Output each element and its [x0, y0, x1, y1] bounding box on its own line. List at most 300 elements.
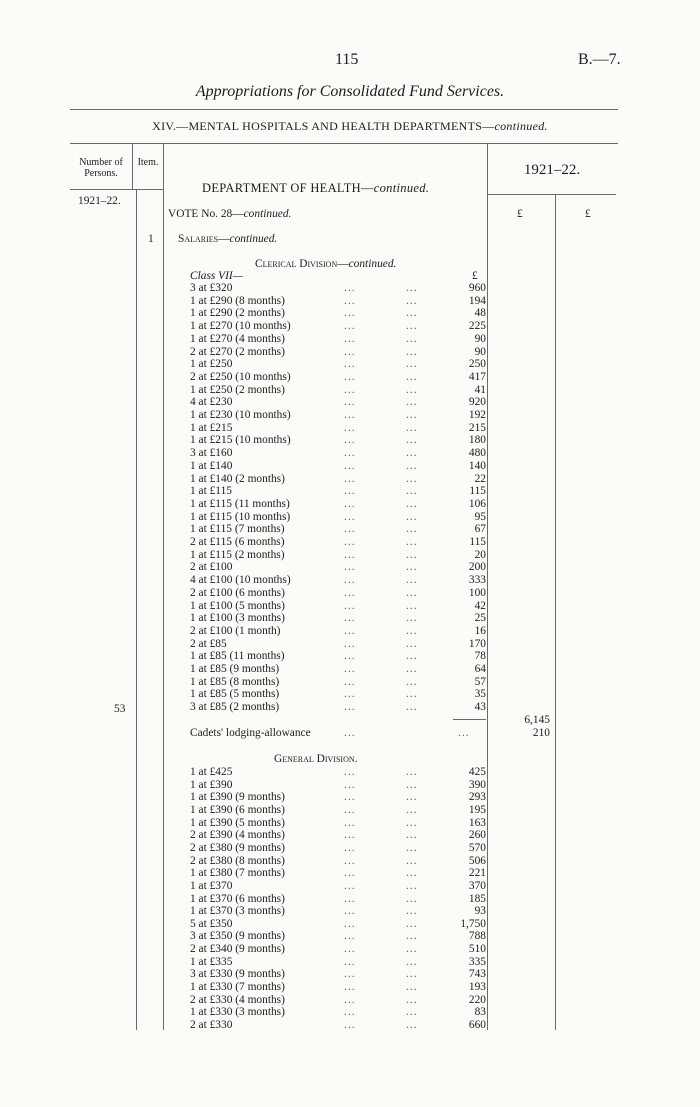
leader-dots: ...	[344, 879, 356, 892]
salary-description: 2 at £380 (8 months)	[190, 854, 285, 867]
salary-description: 1 at £290 (2 months)	[190, 307, 285, 320]
leader-dots: ...	[406, 930, 418, 943]
salary-row	[190, 396, 486, 409]
salary-amount: 390	[468, 778, 486, 791]
salary-amount: 221	[468, 867, 486, 880]
salary-row	[190, 930, 486, 943]
leader-dots: ...	[344, 1019, 356, 1031]
salary-row	[190, 498, 486, 511]
salary-amount: 194	[468, 294, 486, 307]
leader-dots: ...	[406, 905, 418, 918]
salary-row	[190, 282, 486, 295]
salary-row	[190, 384, 486, 397]
pound-symbol-1: £	[517, 208, 523, 220]
salary-row	[190, 333, 486, 346]
leader-dots: ...	[406, 345, 418, 358]
cadets-amount: 210	[532, 727, 550, 739]
leader-dots: ...	[344, 472, 356, 485]
salary-amount: 25	[474, 612, 486, 625]
salary-amount: 48	[474, 307, 486, 320]
leader-dots: ...	[406, 663, 418, 675]
salary-amount: 510	[468, 943, 486, 956]
salary-description: 1 at £215	[190, 421, 233, 434]
salary-amount: 225	[468, 320, 486, 333]
salary-amount: 57	[474, 675, 486, 688]
salary-description: 1 at £330 (3 months)	[190, 1006, 285, 1019]
persons-header-rule	[70, 189, 164, 190]
general-division-heading: General Division.	[274, 753, 358, 765]
salary-description: 3 at £350 (9 months)	[190, 930, 285, 943]
salary-row	[190, 549, 486, 562]
leader-dots: ...	[344, 727, 356, 739]
salary-description: 1 at £115	[190, 485, 232, 498]
leader-dots: ...	[406, 561, 418, 574]
amount-column-rule	[555, 194, 556, 1030]
item-column-rule	[163, 143, 164, 1030]
salary-amount: 200	[468, 561, 486, 574]
salary-amount: 417	[468, 370, 486, 383]
leader-dots: ...	[344, 497, 356, 510]
leader-dots: ...	[406, 1019, 418, 1031]
salary-description: 1 at £425	[190, 766, 233, 778]
leader-dots: ...	[406, 778, 418, 791]
salary-amount: 788	[468, 930, 486, 943]
salary-amount: 16	[474, 624, 486, 637]
page-title: Appropriations for Consolidated Fund Services.	[195, 83, 505, 100]
salary-row	[190, 485, 486, 498]
salary-description: 1 at £100 (3 months)	[190, 612, 285, 625]
leader-dots: ...	[406, 434, 418, 447]
number-of-persons-header: Number of Persons.	[79, 157, 123, 179]
salary-amount: 100	[468, 586, 486, 599]
salary-description: 1 at £250	[190, 358, 233, 371]
salary-description: 2 at £115 (6 months)	[190, 536, 285, 548]
leader-dots: ...	[344, 345, 356, 358]
leader-dots: ...	[406, 599, 418, 612]
pound-symbol-2: £	[585, 208, 591, 220]
salary-description: 2 at £390 (4 months)	[190, 829, 285, 842]
leader-dots: ...	[344, 536, 356, 548]
salary-row	[190, 561, 486, 574]
salary-row	[190, 905, 486, 918]
salary-description: 3 at £330 (9 months)	[190, 968, 285, 981]
leader-dots: ...	[344, 510, 356, 523]
salary-row	[190, 688, 486, 701]
leader-dots: ...	[344, 370, 356, 383]
leader-dots: ...	[344, 650, 356, 663]
salary-row	[190, 447, 486, 460]
leader-dots: ...	[406, 993, 418, 1006]
clerical-division-heading: Clerical Division—continued.	[255, 258, 397, 270]
leader-dots: ...	[406, 396, 418, 409]
salary-row	[190, 295, 486, 308]
leader-dots: ...	[344, 624, 356, 637]
vote-label: VOTE No. 28—continued.	[168, 208, 292, 220]
leader-dots: ...	[344, 612, 356, 625]
leader-dots: ...	[406, 854, 418, 867]
salary-amount: 90	[474, 345, 486, 358]
salary-amount: 185	[468, 892, 486, 905]
salary-description: 2 at £85	[190, 637, 227, 650]
leader-dots: ...	[406, 943, 418, 956]
salary-row	[190, 943, 486, 956]
leader-dots: ...	[406, 523, 418, 536]
salary-row	[190, 638, 486, 651]
salary-description: 1 at £370 (6 months)	[190, 892, 285, 905]
salary-description: 1 at £115 (10 months)	[190, 510, 291, 523]
leader-dots: ...	[344, 421, 356, 434]
leader-dots: ...	[406, 409, 418, 421]
leader-dots: ...	[344, 548, 356, 561]
salary-row	[190, 981, 486, 994]
salary-amount: 660	[468, 1019, 486, 1031]
leader-dots: ...	[458, 727, 470, 739]
salary-row	[190, 880, 486, 893]
salary-description: 3 at £85 (2 months)	[190, 701, 280, 714]
salary-row	[190, 893, 486, 906]
salary-amount: 170	[468, 637, 486, 650]
leader-dots: ...	[344, 599, 356, 612]
salary-description: 3 at £160	[190, 447, 233, 460]
salary-amount: 215	[468, 421, 486, 434]
salary-row	[190, 701, 486, 714]
leader-dots: ...	[344, 892, 356, 905]
salary-description: 1 at £370 (3 months)	[190, 905, 285, 918]
salary-amount: 106	[468, 497, 486, 510]
salary-description: 1 at £380 (7 months)	[190, 867, 285, 880]
salary-description: 2 at £100	[190, 561, 233, 574]
cadets-row	[190, 727, 486, 740]
salary-row	[190, 766, 486, 779]
persons-column-rule-lower	[136, 190, 137, 1030]
leader-dots: ...	[344, 803, 356, 816]
year-header-rule	[488, 194, 616, 195]
salary-description: 1 at £85 (8 months)	[190, 675, 280, 688]
salary-row	[190, 791, 486, 804]
leader-dots: ...	[406, 536, 418, 548]
salary-row	[190, 1019, 486, 1032]
leader-dots: ...	[344, 981, 356, 994]
salary-amount: 370	[468, 879, 486, 892]
leader-dots: ...	[406, 829, 418, 842]
leader-dots: ...	[406, 472, 418, 485]
salary-row	[190, 473, 486, 486]
leader-dots: ...	[406, 637, 418, 650]
salary-description: 1 at £290 (8 months)	[190, 294, 285, 307]
salary-row	[190, 460, 486, 473]
year-header: 1921–22.	[523, 162, 581, 178]
salary-amount: 570	[468, 841, 486, 854]
leader-dots: ...	[344, 434, 356, 447]
leader-dots: ...	[406, 574, 418, 587]
salary-description: 1 at £270 (10 months)	[190, 320, 291, 333]
salary-description: 1 at £140	[190, 459, 233, 472]
salary-amount: 140	[468, 459, 486, 472]
leader-dots: ...	[406, 421, 418, 434]
leader-dots: ...	[344, 307, 356, 320]
salary-amount: 333	[468, 574, 486, 587]
cadets-label: Cadets' lodging-allowance	[190, 727, 311, 739]
salary-description: 5 at £350	[190, 917, 233, 930]
salaries-heading: Salaries—continued.	[178, 233, 278, 245]
salary-description: 2 at £270 (2 months)	[190, 345, 285, 358]
salary-description: 1 at £140 (2 months)	[190, 472, 285, 485]
salary-amount: 195	[468, 803, 486, 816]
leader-dots: ...	[344, 663, 356, 675]
salary-amount: 35	[474, 688, 486, 701]
leader-dots: ...	[406, 841, 418, 854]
salary-amount: 95	[474, 510, 486, 523]
leader-dots: ...	[344, 791, 356, 804]
salary-description: 4 at £230	[190, 396, 233, 409]
salary-description: 1 at £215 (10 months)	[190, 434, 291, 447]
salary-amount: 293	[468, 791, 486, 804]
leader-dots: ...	[344, 332, 356, 345]
leader-dots: ...	[406, 675, 418, 688]
leader-dots: ...	[406, 791, 418, 804]
leader-dots: ...	[344, 766, 356, 778]
salary-row	[190, 511, 486, 524]
leader-dots: ...	[344, 829, 356, 842]
salary-amount: 64	[474, 663, 486, 675]
salary-description: 2 at £340 (9 months)	[190, 943, 285, 956]
salary-description: 1 at £370	[190, 879, 233, 892]
salary-amount: 425	[468, 766, 486, 778]
salary-amount: 250	[468, 358, 486, 371]
leader-dots: ...	[344, 955, 356, 968]
salary-row	[190, 371, 486, 384]
salary-amount: 743	[468, 968, 486, 981]
salary-amount: 1,750	[460, 917, 486, 930]
salary-description: 1 at £85 (9 months)	[190, 663, 280, 675]
salary-amount: 83	[474, 1006, 486, 1019]
salary-row	[190, 346, 486, 359]
salary-description: 1 at £270 (4 months)	[190, 332, 285, 345]
leader-dots: ...	[344, 409, 356, 421]
salary-amount: 115	[469, 485, 486, 498]
leader-dots: ...	[344, 1006, 356, 1019]
leader-dots: ...	[406, 497, 418, 510]
salary-description: 1 at £390	[190, 778, 233, 791]
salary-row	[190, 968, 486, 981]
salary-description: 2 at £330	[190, 1019, 233, 1031]
leader-dots: ...	[406, 688, 418, 701]
class-label: Class VII—	[190, 270, 243, 282]
leader-dots: ...	[406, 320, 418, 333]
leader-dots: ...	[406, 624, 418, 637]
salary-amount: 42	[474, 599, 486, 612]
salary-row	[190, 1006, 486, 1019]
leader-dots: ...	[344, 637, 356, 650]
salary-amount: 260	[468, 829, 486, 842]
leader-dots: ...	[344, 968, 356, 981]
salary-description: 1 at £85 (11 months)	[190, 650, 285, 663]
salary-amount: 115	[469, 536, 486, 548]
leader-dots: ...	[406, 612, 418, 625]
salary-row	[190, 434, 486, 447]
leader-dots: ...	[406, 968, 418, 981]
salary-description: 2 at £250 (10 months)	[190, 370, 291, 383]
leader-dots: ...	[344, 447, 356, 460]
salary-amount: 22	[474, 472, 486, 485]
salary-row	[190, 804, 486, 817]
salary-description: 1 at £390 (6 months)	[190, 803, 285, 816]
salary-description: 1 at £100 (5 months)	[190, 599, 285, 612]
salary-row	[190, 587, 486, 600]
leader-dots: ...	[406, 867, 418, 880]
salary-row	[190, 320, 486, 333]
clerical-pound-symbol: £	[472, 270, 478, 282]
page-number: 115	[335, 51, 359, 68]
salary-row	[190, 779, 486, 792]
salary-row	[190, 663, 486, 676]
leader-dots: ...	[344, 485, 356, 498]
salary-row	[190, 676, 486, 689]
leader-dots: ...	[406, 586, 418, 599]
salary-description: 2 at £330 (4 months)	[190, 993, 285, 1006]
salary-row	[190, 612, 486, 625]
salary-row	[190, 994, 486, 1007]
leader-dots: ...	[344, 396, 356, 409]
leader-dots: ...	[344, 586, 356, 599]
leader-dots: ...	[406, 548, 418, 561]
leader-dots: ...	[406, 510, 418, 523]
salary-description: 4 at £100 (10 months)	[190, 574, 291, 587]
leader-dots: ...	[406, 307, 418, 320]
salary-amount: 163	[468, 816, 486, 829]
leader-dots: ...	[406, 981, 418, 994]
salary-row	[190, 625, 486, 638]
salary-description: 1 at £230 (10 months)	[190, 409, 291, 421]
salary-row	[190, 600, 486, 613]
subtotal-rule	[453, 719, 486, 720]
salary-description: 2 at £100 (6 months)	[190, 586, 285, 599]
item-number: 1	[148, 233, 154, 245]
leader-dots: ...	[406, 485, 418, 498]
leader-dots: ...	[344, 943, 356, 956]
salary-row	[190, 829, 486, 842]
persons-year-label: 1921–22.	[78, 195, 121, 207]
leader-dots: ...	[344, 282, 356, 294]
leader-dots: ...	[344, 905, 356, 918]
leader-dots: ...	[344, 930, 356, 943]
salary-row	[190, 422, 486, 435]
salary-row	[190, 523, 486, 536]
salary-amount: 960	[468, 282, 486, 294]
salary-row	[190, 956, 486, 969]
salary-row	[190, 918, 486, 931]
leader-dots: ...	[344, 294, 356, 307]
salary-description: 1 at £115 (7 months)	[190, 523, 285, 536]
salary-row	[190, 817, 486, 830]
salary-description: 1 at £250 (2 months)	[190, 383, 285, 396]
persons-total: 53	[114, 703, 126, 715]
leader-dots: ...	[406, 892, 418, 905]
leader-dots: ...	[406, 370, 418, 383]
leader-dots: ...	[406, 701, 418, 714]
salary-amount: 506	[468, 854, 486, 867]
leader-dots: ...	[406, 383, 418, 396]
leader-dots: ...	[344, 574, 356, 587]
leader-dots: ...	[344, 778, 356, 791]
salary-amount: 93	[474, 905, 486, 918]
salary-row	[190, 650, 486, 663]
leader-dots: ...	[344, 701, 356, 714]
table-top-rule	[70, 143, 618, 144]
leader-dots: ...	[406, 766, 418, 778]
leader-dots: ...	[344, 459, 356, 472]
salary-amount: 920	[468, 396, 486, 409]
salary-amount: 90	[474, 332, 486, 345]
salary-description: 2 at £100 (1 month)	[190, 624, 281, 637]
leader-dots: ...	[344, 383, 356, 396]
item-header: Item.	[137, 157, 159, 168]
leader-dots: ...	[406, 459, 418, 472]
salary-row	[190, 536, 486, 549]
salary-amount: 220	[468, 993, 486, 1006]
leader-dots: ...	[344, 320, 356, 333]
leader-dots: ...	[406, 803, 418, 816]
leader-dots: ...	[406, 358, 418, 371]
salary-amount: 78	[474, 650, 486, 663]
leader-dots: ...	[344, 867, 356, 880]
salary-amount: 480	[468, 447, 486, 460]
salary-amount: 20	[474, 548, 486, 561]
leader-dots: ...	[406, 879, 418, 892]
salary-amount: 67	[474, 523, 486, 536]
leader-dots: ...	[406, 650, 418, 663]
salary-amount: 192	[468, 409, 486, 421]
leader-dots: ...	[406, 447, 418, 460]
salary-amount: 41	[474, 383, 486, 396]
leader-dots: ...	[406, 917, 418, 930]
persons-column-rule	[132, 143, 133, 190]
leader-dots: ...	[344, 841, 356, 854]
leader-dots: ...	[344, 993, 356, 1006]
leader-dots: ...	[406, 294, 418, 307]
section-title: XIV.—MENTAL HOSPITALS AND HEALTH DEPARTMENTS—continued.	[152, 119, 548, 133]
leader-dots: ...	[344, 561, 356, 574]
salary-description: 3 at £320	[190, 282, 233, 294]
leader-dots: ...	[344, 854, 356, 867]
document-reference: B.—7.	[578, 51, 621, 68]
salary-amount: 180	[468, 434, 486, 447]
leader-dots: ...	[406, 816, 418, 829]
description-column-rule	[487, 143, 488, 1030]
salary-row	[190, 358, 486, 371]
leader-dots: ...	[344, 523, 356, 536]
leader-dots: ...	[344, 688, 356, 701]
leader-dots: ...	[344, 816, 356, 829]
salary-amount: 193	[468, 981, 486, 994]
salary-description: 2 at £380 (9 months)	[190, 841, 285, 854]
salary-description: 1 at £390 (5 months)	[190, 816, 285, 829]
leader-dots: ...	[406, 1006, 418, 1019]
leader-dots: ...	[344, 917, 356, 930]
salary-row	[190, 307, 486, 320]
salary-row	[190, 574, 486, 587]
leader-dots: ...	[344, 358, 356, 371]
department-heading: DEPARTMENT OF HEALTH—continued.	[202, 181, 430, 195]
salary-amount: 43	[474, 701, 486, 714]
salary-description: 1 at £115 (2 months)	[190, 548, 285, 561]
salary-description: 1 at £115 (11 months)	[190, 497, 290, 510]
leader-dots: ...	[406, 332, 418, 345]
title-rule	[70, 109, 618, 110]
leader-dots: ...	[406, 282, 418, 294]
salary-row	[190, 867, 486, 880]
salary-description: 1 at £390 (9 months)	[190, 791, 285, 804]
